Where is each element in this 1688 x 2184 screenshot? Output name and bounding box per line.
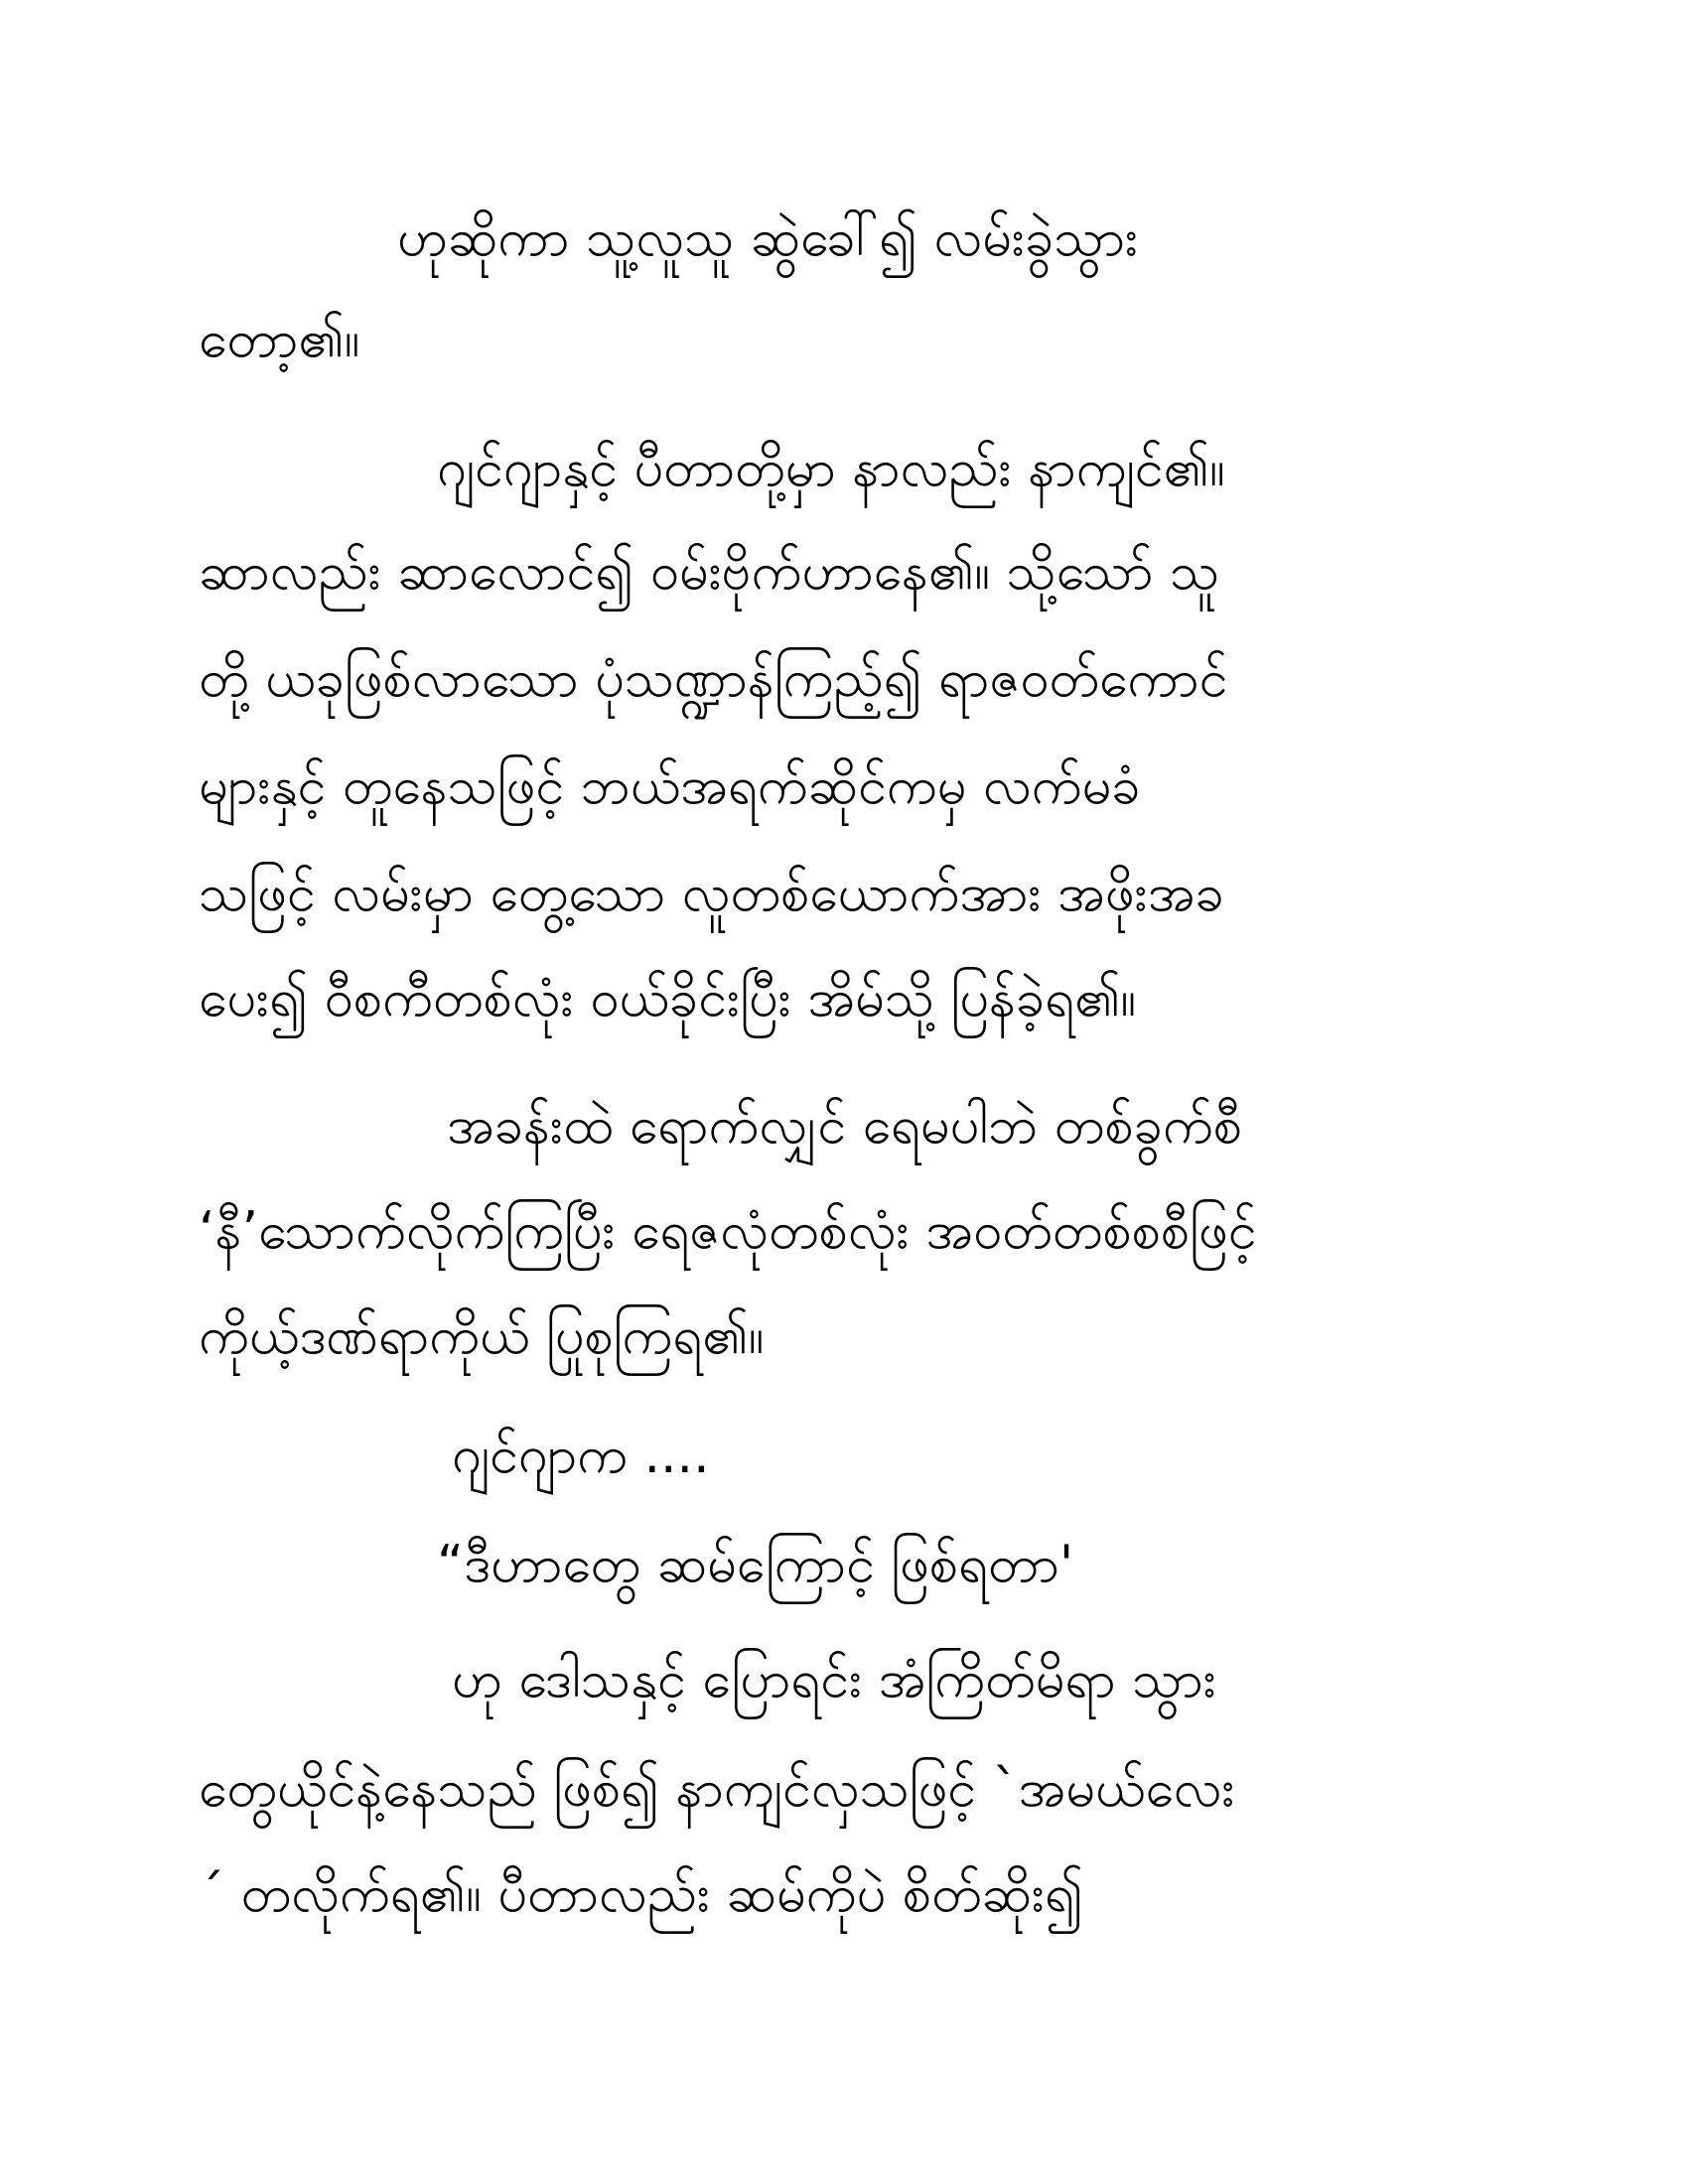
text-line: ´ တလိုက်ရ၏။ ပီတာလည်း ဆမ်ကိုပဲ စိတ်ဆိုး၍ <box>199 1864 1083 1924</box>
text-line: တော့၏။ <box>199 310 360 369</box>
text-line: ဟု ဒေါသနှင့် ပြောရင်း အံကြိတ်မိရာ သွား <box>452 1650 1216 1709</box>
text-line: ဆာလည်း ဆာလောင်၍ ဝမ်းဗိုက်ဟာနေ၏။ သို့သော် သူ <box>199 542 1220 602</box>
text-line: များနှင့် တူနေသဖြင့် ဘယ်အရက်ဆိုင်ကမှ လက်မခံ <box>199 756 1141 816</box>
text-line: ဂျင်ဂျာက .... <box>452 1426 710 1485</box>
text-line: ပေး၍ ဝီစကီတစ်လုံး ဝယ်ခိုင်းပြီး အိမ်သို့ ပြန်ခဲ့ရ၏။ <box>199 969 1137 1028</box>
text-line: အခန်းထဲ ရောက်လျှင် ရေမပါဘဲ တစ်ခွက်စီ <box>447 1096 1242 1156</box>
text-line: “ဒီဟာတွေ ဆမ်ကြောင့် ဖြစ်ရတာ' <box>437 1535 1074 1594</box>
text-line: ကိုယ့်ဒဏ်ရာကိုယ် ပြုစုကြရ၏။ <box>199 1306 765 1366</box>
text-line: ဂျင်ဂျာနှင့် ပီတာတို့မှာ နာလည်း နာကျင်၏။ <box>437 439 1225 498</box>
text-line: တွေယိုင်နဲ့နေသည် ဖြစ်၍ နာကျင်လှသဖြင့် `အမယ်လေး <box>199 1759 1235 1819</box>
text-line: တို့ ယခုဖြစ်လာသော ပုံသဏ္ဍာန်ကြည့်၍ ရာဇဝတ်ကောင် <box>199 649 1228 709</box>
text-line: ‘နီ’သောက်လိုက်ကြပြီး ရေဇလုံတစ်လုံး အဝတ်တစ်စစီဖြင့် <box>199 1201 1257 1261</box>
text-line: ဟုဆိုကာ သူ့လူသူ ဆွဲခေါ်၍ လမ်းခွဲသွား <box>397 208 1139 268</box>
text-line: သဖြင့် လမ်းမှာ တွေ့သော လူတစ်ယောက်အား အဖိုးအခ <box>199 864 1224 923</box>
